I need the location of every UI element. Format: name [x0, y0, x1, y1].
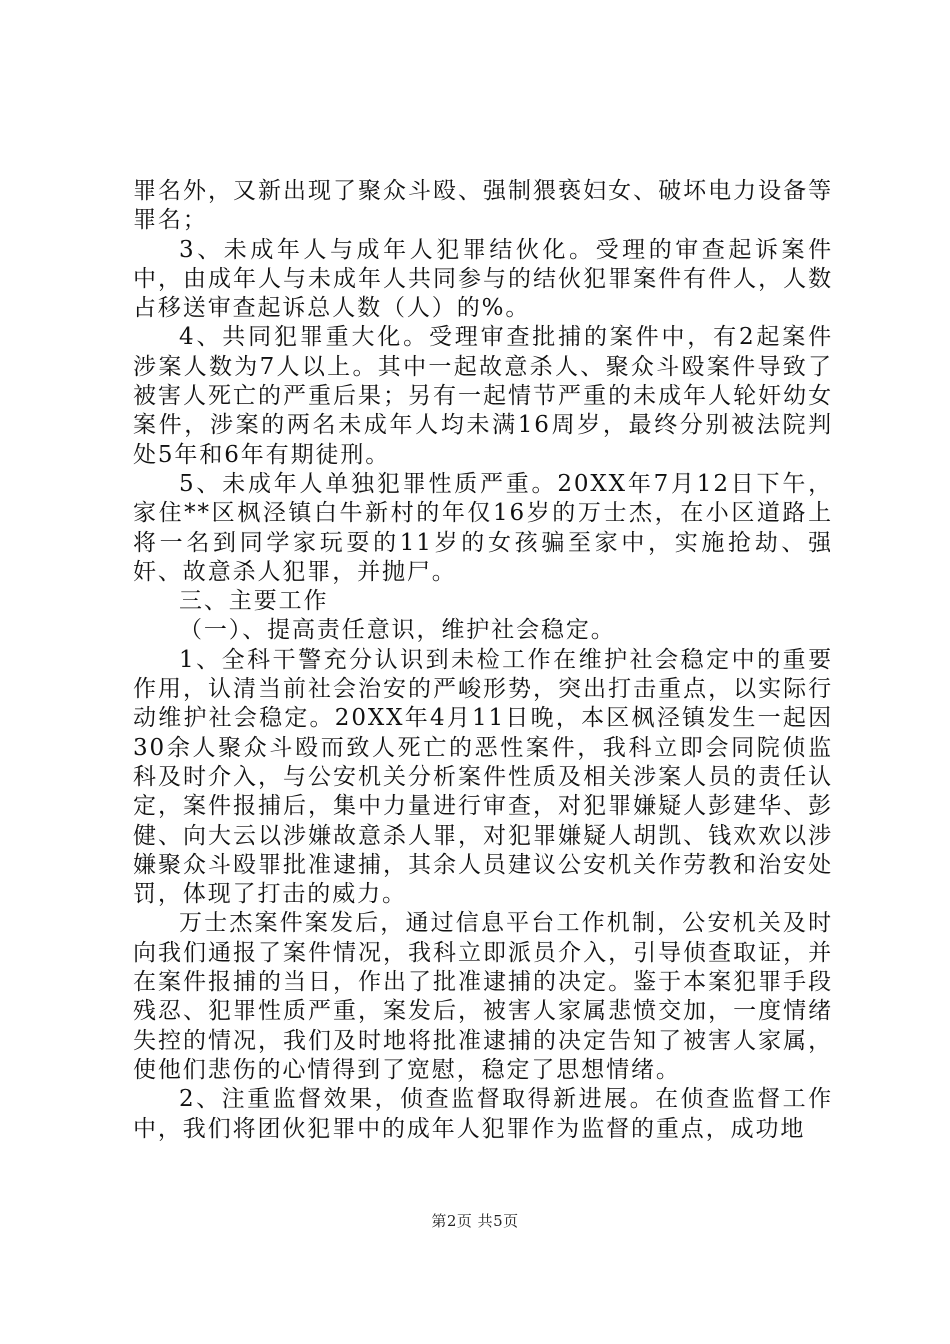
document-body: [133, 177, 833, 1144]
paragraph-0: 罪名外，又新出现了聚众斗殴、强制猥亵妇女、破坏电力设备等罪名；: [133, 178, 833, 234]
paragraph-7: 万士杰案件案发后，通过信息平台工作机制，公安机关及时向我们通报了案件情况，我科立即派员介入，引导侦查取证，并在案件报捕的当日，作出了批准逮捕的决定。鉴于本案犯罪手段残忍、犯罪性质严重，案发后，被害人家属悲愤交加，一度情绪失控的情况，我们及时地将批准逮捕的决定告知了被害人家属，使他们悲伤的心情得到了宽慰，稳定了思想情绪。: [133, 910, 833, 1083]
paragraph-2: 4、共同犯罪重大化。受理审查批捕的案件中，有2起案件涉案人数为7人以上。其中一起故意杀人、聚众斗殴案件导致了被害人死亡的严重后果；另有一起情节严重的未成年人轮奸幼女案件，涉案的两名未成年人均未满16周岁，最终分别被法院判处5年和6年有期徒刑。: [133, 324, 833, 468]
subsection-heading: （一）、提高责任意识，维护社会稳定。: [179, 617, 616, 644]
paragraph-3: 5、未成年人单独犯罪性质严重。20XX年7月12日下午，家住**区枫泾镇白牛新村的年仅16岁的万士杰，在小区道路上将一名到同学家玩耍的11岁的女孩骗至家中，实施抢劫、强奸、故意杀人犯罪，并抛尸。: [133, 470, 833, 585]
paragraph-8: 2、注重监督效果，侦查监督取得新进展。在侦查监督工作中，我们将团伙犯罪中的成年人犯罪作为监督的重点，成功地: [133, 1086, 833, 1142]
page-number-footer: 第2页 共5页: [431, 1212, 519, 1230]
paragraph-1: 3、未成年人与成年人犯罪结伙化。受理的审查起诉案件中，由成年人与未成年人共同参与的结伙犯罪案件有件人，人数占移送审查起诉总人数（人）的%。: [133, 236, 833, 322]
paragraph-6: 1、全科干警充分认识到未检工作在维护社会稳定中的重要作用，认清当前社会治安的严峻形势，突出打击重点，以实际行动维护社会稳定。20XX年4月11日晚，本区枫泾镇发生一起因30余人聚众斗殴而致人死亡的恶性案件，我科立即会同院侦监科及时介入，与公安机关分析案件性质及相关涉案人员的责任认定，案件报捕后，集中力量进行审查，对犯罪嫌疑人彭建华、彭健、向大云以涉嫌故意杀人罪，对犯罪嫌疑人胡凯、钱欢欢以涉嫌聚众斗殴罪批准逮捕，其余人员建议公安机关作劳教和治安处罚，体现了打击的威力。: [133, 646, 833, 908]
section-heading: 三、主要工作: [179, 588, 329, 615]
